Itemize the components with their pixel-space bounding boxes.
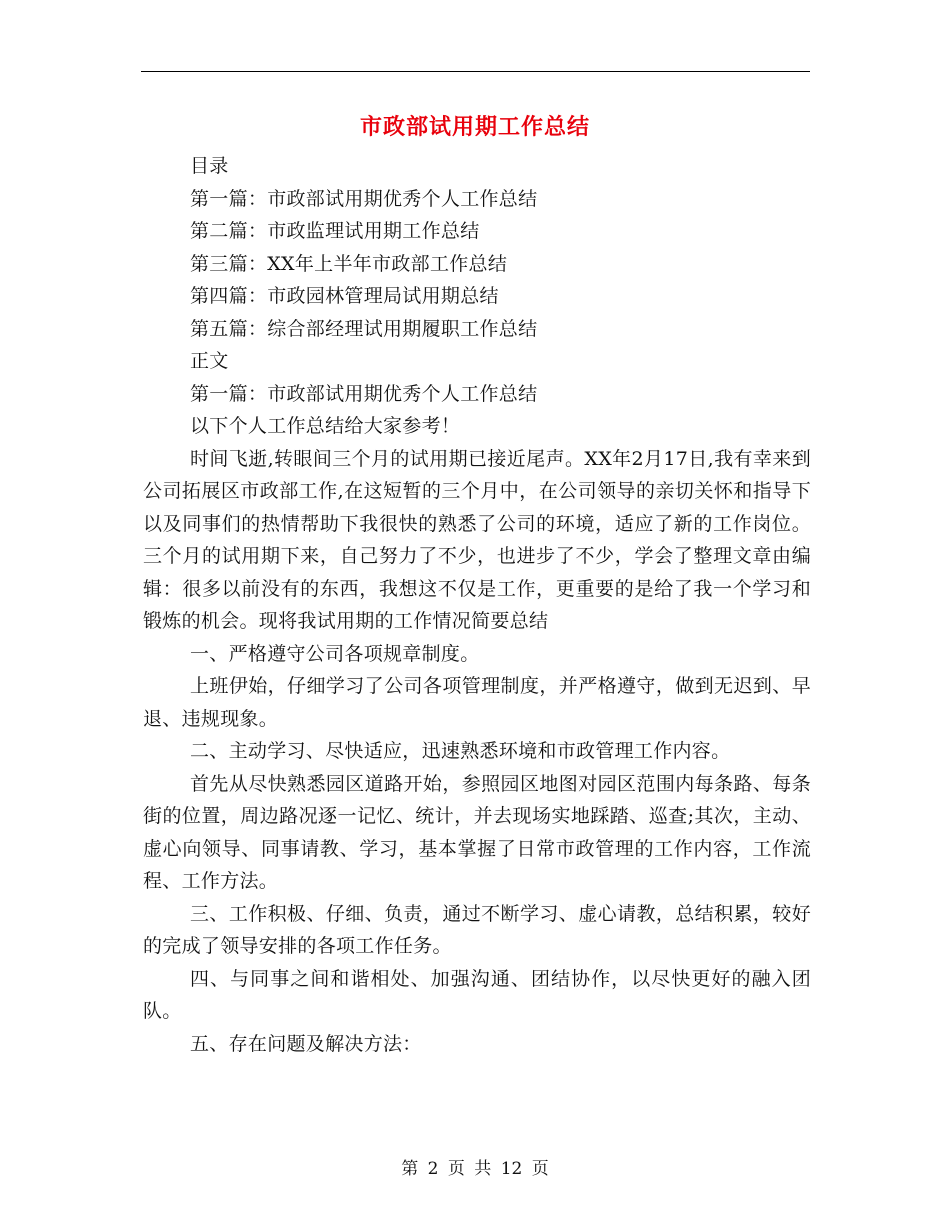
toc-item: 第二篇：市政监理试用期工作总结	[190, 220, 480, 242]
body-heading: 正文	[190, 350, 229, 372]
paragraph: 时间飞逝,转眼间三个月的试用期已接近尾声。XX年2月17日,我有幸来到公司拓展区市政部工作,在这短暂的三个月中，在公司领导的亲切关怀和指导下以及同事们的热情帮助下我很快的熟悉了公司的环境，适应了新的工作岗位。三个月的试用期下来，自己努力了不少，也进步了不少，学会了整理文章由编辑：很多以前没有的东西，我想这不仅是工作，更重要的是给了我一个学习和锻炼的机会。现将我试用期的工作情况简要总结	[143, 447, 811, 632]
paragraph: 上班伊始，仔细学习了公司各项管理制度，并严格遵守，做到无迟到、早退、违规现象。	[143, 675, 811, 730]
toc-item: 第一篇：市政部试用期优秀个人工作总结	[190, 187, 538, 210]
toc-item: 第三篇：XX年上半年市政部工作总结	[190, 252, 508, 275]
toc-item: 第四篇：市政园林管理局试用期总结	[190, 285, 499, 307]
intro-text: 以下个人工作总结给大家参考！	[190, 415, 461, 437]
toc-item: 第五篇：综合部经理试用期履职工作总结	[190, 317, 538, 340]
article-title: 第一篇：市政部试用期优秀个人工作总结	[190, 382, 538, 405]
document-body	[143, 150, 811, 1060]
section-heading: 二、主动学习、尽快适应，迅速熟悉环境和市政管理工作内容。	[190, 740, 731, 762]
toc-heading: 目录	[190, 155, 229, 177]
section-heading: 五、存在问题及解决方法：	[190, 1032, 422, 1055]
document-title: 市政部试用期工作总结	[359, 114, 590, 140]
page-number: 第 2 页 共 12 页	[401, 1159, 549, 1179]
paragraph: 三、工作积极、仔细、负责，通过不断学习、虚心请教，总结积累，较好的完成了领导安排的各项工作任务。	[143, 902, 811, 957]
paragraph: 首先从尽快熟悉园区道路开始，参照园区地图对园区范围内每条路、每条街的位置，周边路况逐一记忆、统计，并去现场实地踩踏、巡查;其次，主动、虚心向领导、同事请教、学习，基本掌握了日常市政管理的工作内容，工作流程、工作方法。	[143, 772, 811, 892]
header-rule	[141, 71, 810, 72]
paragraph: 四、与同事之间和谐相处、加强沟通、团结协作，以尽快更好的融入团队。	[143, 967, 811, 1022]
section-heading: 一、严格遵守公司各项规章制度。	[190, 642, 480, 665]
